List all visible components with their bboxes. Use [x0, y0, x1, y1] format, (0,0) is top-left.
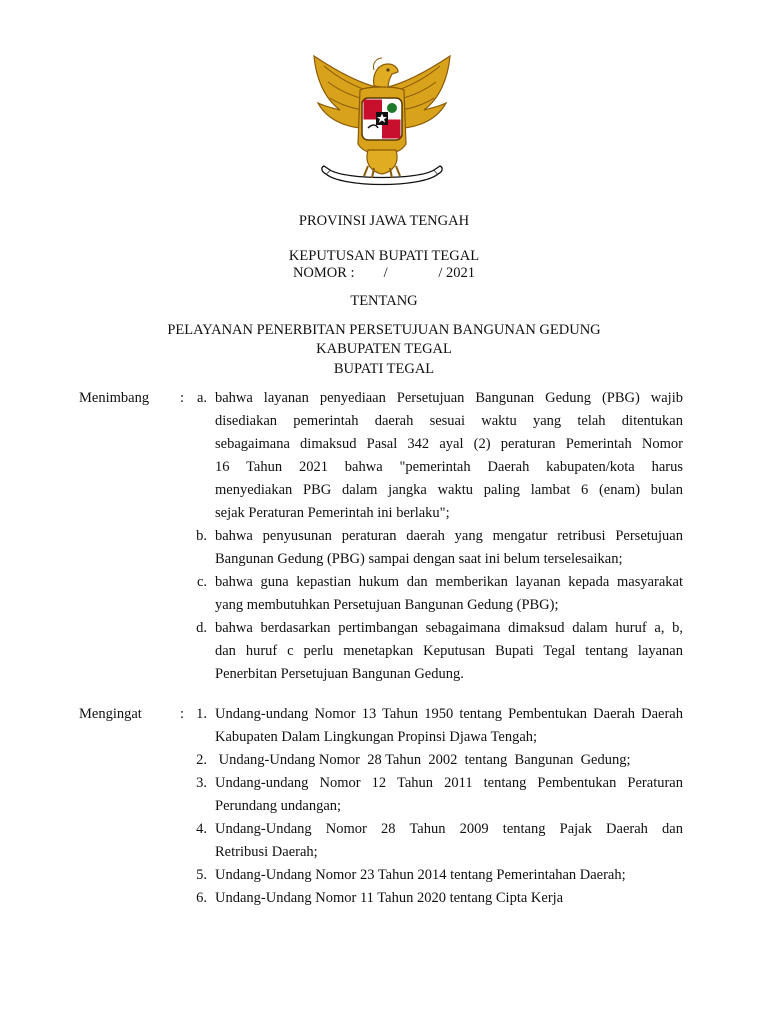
mengingat-marker-2: 2. — [196, 752, 207, 768]
mengingat-1-line-2: Kabupaten Dalam Lingkungan Propinsi Djawa Tengah; — [215, 729, 538, 745]
menimbang-a-line-5: menyediakan PBG dalam jangka waktu paling lambat 6 (enam) bulan — [215, 482, 683, 498]
menimbang-d-line-3: Penerbitan Persetujuan Bangunan Gedung. — [215, 666, 464, 682]
mengingat-marker-5: 5. — [196, 867, 207, 883]
decree-title: KEPUTUSAN BUPATI TEGAL — [288, 248, 480, 264]
menimbang-label: Menimbang — [79, 390, 150, 406]
menimbang-marker-a: a. — [196, 390, 207, 406]
mengingat-marker-1: 1. — [196, 706, 207, 722]
mengingat-marker-4: 4. — [196, 821, 207, 837]
subject-line-2: KABUPATEN TEGAL — [316, 341, 452, 357]
province-title: PROVINSI JAWA TENGAH — [298, 213, 470, 229]
menimbang-a-line-4: 16 Tahun 2021 bahwa "pemerintah Daerah kabupaten/kota harus — [215, 459, 683, 475]
menimbang-marker-c: c. — [196, 574, 207, 590]
menimbang-a-line-2: disediakan pemerintah daerah sesuai waktu yang telah ditentukan — [215, 413, 683, 429]
mengingat-3-line-1: Undang-undang Nomor 12 Tahun 2011 tentang Pembentukan Peraturan — [215, 775, 683, 791]
menimbang-d-line-2: dan huruf c perlu menetapkan Keputusan Bupati Tegal tentang layanan — [215, 643, 683, 659]
menimbang-b-line-2: Bangunan Gedung (PBG) sampai dengan saat ini belum terselesaikan; — [215, 551, 623, 567]
menimbang-c-line-2: yang membutuhkan Persetujuan Bangunan Gedung (PBG); — [215, 597, 559, 613]
mengingat-label: Mengingat — [79, 706, 142, 722]
menimbang-marker-b: b. — [196, 528, 207, 544]
mengingat-4-line-2: Retribusi Daerah; — [215, 844, 318, 860]
mengingat-2-line-1: Undang-Undang Nomor 28 Tahun 2002 tentang Bangunan Gedung; — [215, 752, 631, 768]
menimbang-a-line-3: sebagaimana dimaksud Pasal 342 ayal (2) peraturan Pemerintah Nomor — [215, 436, 683, 452]
mengingat-3-line-2: Perundang undangan; — [215, 798, 342, 814]
decree-number: NOMOR : / / 2021 — [292, 265, 476, 281]
menimbang-colon: : — [180, 390, 185, 406]
menimbang-b-line-1: bahwa penyusunan peraturan daerah yang mengatur retribusi Persetujuan — [215, 528, 683, 544]
mengingat-colon: : — [180, 706, 185, 722]
mengingat-1-line-1: Undang-undang Nomor 13 Tahun 1950 tentang Pembentukan Daerah Daerah — [215, 706, 683, 722]
menimbang-marker-d: d. — [196, 620, 207, 636]
menimbang-d-line-1: bahwa berdasarkan pertimbangan sebagaimana dimaksud dalam huruf a, b, — [215, 620, 683, 636]
mengingat-marker-3: 3. — [196, 775, 207, 791]
mengingat-4-line-1: Undang-Undang Nomor 28 Tahun 2009 tentang Pajak Daerah dan — [215, 821, 683, 837]
garuda-emblem — [302, 48, 462, 198]
about-label: TENTANG — [350, 293, 418, 309]
mengingat-5-line-1: Undang-Undang Nomor 23 Tahun 2014 tentang Pemerintahan Daerah; — [215, 867, 626, 883]
menimbang-a-line-1: bahwa layanan penyediaan Persetujuan Bangunan Gedung (PBG) wajib — [215, 390, 683, 406]
subject-line-1: PELAYANAN PENERBITAN PERSETUJUAN BANGUNAN GEDUNG — [167, 322, 601, 338]
mengingat-6-line-1: Undang-Undang Nomor 11 Tahun 2020 tentang Cipta Kerja — [215, 890, 564, 906]
mengingat-marker-6: 6. — [196, 890, 207, 906]
menimbang-c-line-1: bahwa guna kepastian hukum dan memberikan layanan kepada masyarakat — [215, 574, 683, 590]
issuer-line: BUPATI TEGAL — [333, 361, 435, 377]
menimbang-a-line-6: sejak Peraturan Pemerintah ini berlaku"; — [215, 505, 450, 521]
